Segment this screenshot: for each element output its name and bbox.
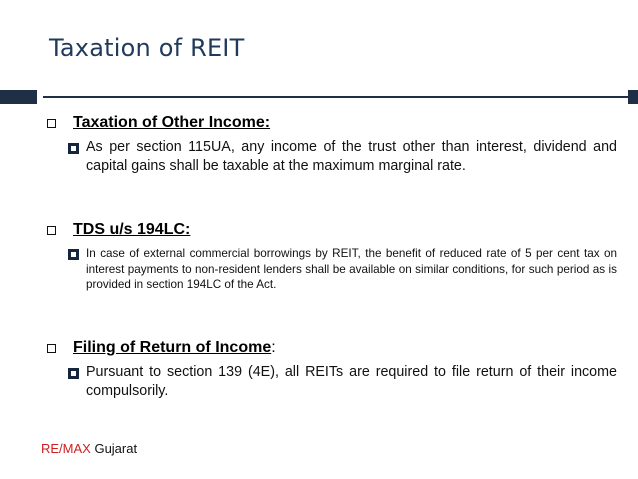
section-heading: TDS u/s 194LC:	[73, 221, 191, 238]
hollow-square-bullet-icon	[47, 344, 56, 353]
filled-square-bullet-icon	[68, 368, 79, 379]
title-rule-line	[43, 96, 638, 98]
title-rule-cap	[628, 90, 638, 104]
footer-location: Gujarat	[90, 441, 138, 456]
footer-brand	[41, 441, 137, 456]
hollow-square-bullet-icon	[47, 119, 56, 128]
title-rule-block	[0, 90, 37, 104]
section-text: Pursuant to section 139 (4E), all REITs are required to file return of their income compulsorily.	[86, 364, 617, 399]
filled-square-bullet-icon	[68, 143, 79, 154]
section-taxation-other-income	[47, 114, 617, 176]
section-heading: Taxation of Other Income:	[73, 114, 271, 131]
section-tds-194lc	[47, 221, 617, 293]
slide-title: Taxation of REIT	[49, 34, 245, 62]
filled-square-bullet-icon	[68, 249, 79, 260]
hollow-square-bullet-icon	[47, 226, 56, 235]
footer-brand-name: RE/MAX	[41, 441, 91, 456]
section-text: In case of external commercial borrowings by REIT, the benefit of reduced rate of 5 per cent tax on interest payments to non-resident lenders shall be available on similar conditions, for such period as is provided in section 194LC of the Act.	[86, 247, 617, 291]
section-heading: Filing of Return of Income	[73, 339, 272, 356]
section-heading-suffix: :	[271, 339, 276, 356]
section-filing-return	[47, 339, 617, 401]
section-text: As per section 115UA, any income of the trust other than interest, dividend and capital gains shall be taxable at the maximum marginal rate.	[86, 139, 617, 174]
